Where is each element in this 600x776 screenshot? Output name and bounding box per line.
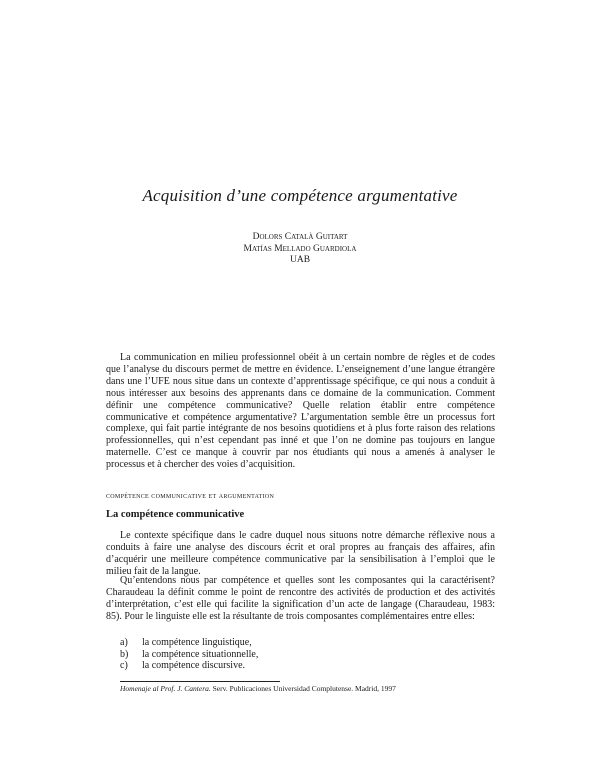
list-text: la compétence situationnelle, bbox=[142, 648, 259, 660]
body-paragraph-1 bbox=[106, 530, 495, 578]
author-name: Dolors Català Guitart bbox=[252, 232, 348, 242]
author-block bbox=[0, 232, 600, 267]
list-text: la compétence discursive. bbox=[142, 660, 246, 671]
footnote-text: Serv. Publicaciones Universidad Complutense. Madrid, 1997 bbox=[210, 684, 396, 693]
list-item bbox=[120, 637, 420, 649]
list-item bbox=[120, 660, 420, 672]
footnote-italic: Homenaje al Prof. J. Cantera. bbox=[120, 684, 211, 693]
paragraph-text: Le contexte spécifique dans le cadre duquel nous situons notre démarche réflexive nous a conduits à faire une analyse des discours écrit et oral propres au français des affaires, afin d’acquérir une meilleure compétence communicative par la sensibilisation à l’emploi que le milieu fait de la langue. bbox=[106, 530, 495, 577]
competence-list bbox=[120, 637, 420, 672]
paper-title: Acquisition d’une compétence argumentative bbox=[142, 186, 458, 205]
section-heading: compétence communicative et argumentation bbox=[106, 491, 275, 500]
list-marker: c) bbox=[120, 660, 128, 671]
list-marker: a) bbox=[120, 637, 128, 648]
footnote bbox=[120, 684, 500, 693]
body-paragraph-2 bbox=[106, 575, 495, 623]
author-name: Matías Mellado Guardiola bbox=[243, 243, 357, 254]
list-item bbox=[120, 649, 420, 661]
author-affiliation: UAB bbox=[289, 255, 311, 265]
list-marker: b) bbox=[120, 648, 129, 660]
list-text: la compétence linguistique, bbox=[142, 637, 252, 648]
footnote-divider bbox=[120, 681, 280, 682]
paragraph-text: Qu’entendons nous par compétence et quelles sont les composantes qui la caractérisent? Charaudeau la définit comme le point de rencontre des activités de production et des activités d’interprétation, c’est elle qui facilite la signification d’un acte de langage (Charaudeau, 1983: 85). Pour le linguiste elle est la résultante de trois composantes complémentaires entre elles: bbox=[106, 575, 495, 622]
abstract bbox=[106, 352, 495, 471]
abstract-paragraph: La communication en milieu professionnel obéit à un certain nombre de règles et de codes que l’analyse du discours permet de mettre en évidence. L’enseignement d’une langue étrangère dans une l’UFE nous situe dans un contexte d’apprentissage spécifique, ce qui nous a conduit à nous intéresser aux besoins des apprenants dans ce domaine de la communication. Comment définir une compétence communicative? Quelle relation établir entre compétence communicative et compétence argumentative? L’argumentation semble être un processus fort complexe, qui fait partie intégrante de nos besoins quotidiens et à plus forte raison des relations professionnelles, qui n’est cependant pas inné et que l’on ne domine pas toujours en langue maternelle. C’est ce manque à couvrir par nos étudiants qui nous a amenés à analyser le processus et à chercher des voies d’acquisition. bbox=[106, 352, 495, 471]
subsection-heading: La compétence communicative bbox=[106, 509, 245, 520]
